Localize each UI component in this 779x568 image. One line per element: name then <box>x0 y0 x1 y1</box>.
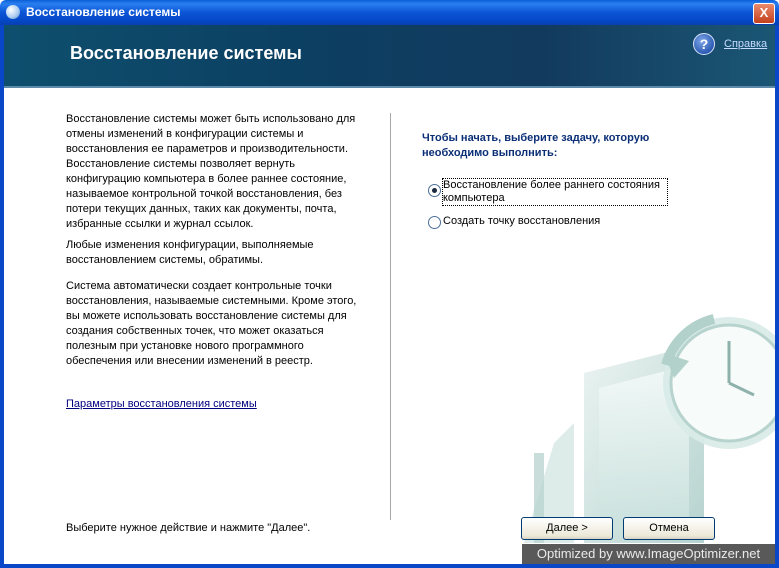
close-button[interactable]: X <box>753 3 775 24</box>
help-link[interactable]: Справка <box>724 38 768 50</box>
system-restore-app-icon <box>6 5 20 19</box>
page-title: Восстановление системы <box>70 43 302 63</box>
column-divider <box>390 113 391 520</box>
watermark: Optimized by www.ImageOptimizer.net <box>522 544 775 564</box>
header-banner <box>4 25 775 88</box>
create-restore-point-radio[interactable] <box>428 216 441 229</box>
restore-earlier-radio[interactable] <box>428 184 441 197</box>
checkpoints-paragraph: Система автоматически создает контрольные точки восстановления, называемые системными. Кроме этого, вы можете использовать восстановление системы для создания собственных точек, что может оказаться полезным при установке нового программного обеспечения или внесении изменений в реестр. <box>66 280 357 367</box>
bottom-hint: Выберите нужное действие и нажмите "Далее". <box>66 522 311 534</box>
cancel-button[interactable]: Отмена <box>623 517 715 540</box>
dialog-body <box>4 25 775 564</box>
title-bar[interactable] <box>0 0 779 25</box>
create-restore-point-label[interactable]: Создать точку восстановления <box>443 215 601 227</box>
next-button[interactable]: Далее > <box>521 517 613 540</box>
restore-earlier-label[interactable]: Восстановление более раннего состояния компьютера <box>443 179 667 205</box>
restore-artwork <box>514 273 775 543</box>
description-paragraph: Восстановление системы может быть использовано для отмены изменений в конфигурации системы и восстановления ее параметров и производительности. Восстановление системы позволяет вернуть конфигурацию компьютера в более раннее состояние, называемое контрольной точкой восстановления, без потери текущих данных, таких как документы, почта, избранные ссылки и журнал ссылок. <box>66 113 356 230</box>
restore-settings-link[interactable]: Параметры восстановления системы <box>66 398 257 410</box>
window-title: Восстановление системы <box>26 5 181 19</box>
task-prompt: Чтобы начать, выберите задачу, которую необходимо выполнить: <box>422 132 650 159</box>
help-icon[interactable]: ? <box>693 33 715 55</box>
reversible-note: Любые изменения конфигурации, выполняемые восстановлением системы, обратимы. <box>66 239 314 266</box>
